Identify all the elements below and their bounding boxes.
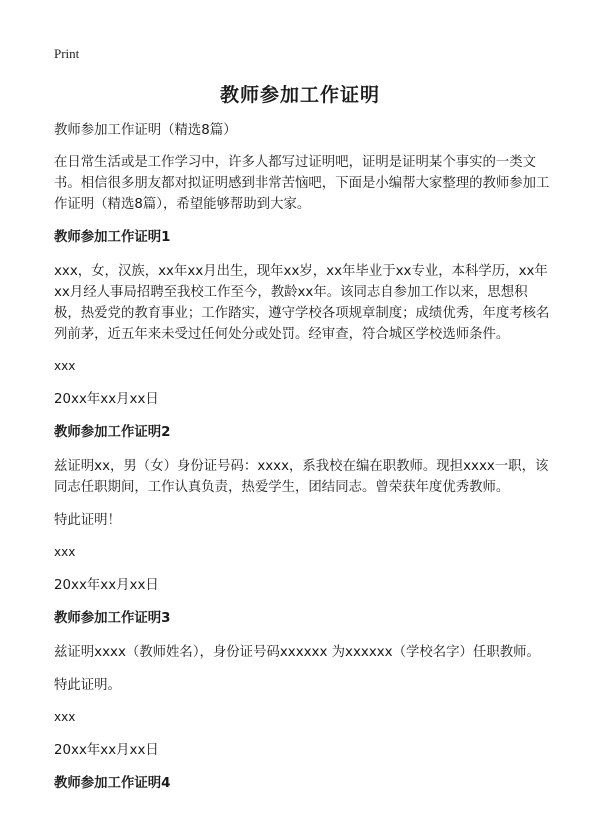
date-line: 20xx年xx月xx日: [54, 578, 159, 593]
section-heading: 教师参加工作证明4: [54, 776, 171, 791]
closing-line: 特此证明！: [54, 513, 121, 528]
date-line: 20xx年xx月xx日: [54, 392, 159, 407]
section-body: 兹证明xxxx（教师姓名），身份证号码xxxxxx 为xxxxxx（学校名字）任职教师。: [54, 645, 540, 660]
document-content: [54, 120, 550, 807]
signature: xxx: [54, 545, 76, 559]
section-heading: 教师参加工作证明2: [54, 425, 171, 440]
date-line: 20xx年xx月xx日: [54, 743, 159, 758]
signature: xxx: [54, 710, 76, 724]
section-heading: 教师参加工作证明1: [54, 230, 171, 245]
page-title: 教师参加工作证明: [219, 84, 380, 106]
section-heading: 教师参加工作证明3: [54, 611, 171, 626]
print-link[interactable]: Print: [54, 46, 80, 61]
closing-line: 特此证明。: [54, 678, 121, 693]
document-subtitle: 教师参加工作证明（精选8篇）: [54, 123, 237, 138]
section-body: xxx，女，汉族，xx年xx月出生，现年xx岁，xx年毕业于xx专业，本科学历，xx年xx月经人事局招聘至我校工作至今，教龄xx年。该同志自参加工作以来，思想积极，热爱党的教育事业；工作踏实，遵守学校各项规章制度；成绩优秀，年度考核名列前茅，近五年来未受过任何处分或处罚。经审查，符合城区学校选师条件。: [54, 264, 550, 342]
section-body: 兹证明xx，男（女）身份证号码：xxxx，系我校在编在职教师。现担xxxx一职，该同志任职期间，工作认真负责，热爱学生，团结同志。曾荣获年度优秀教师。: [54, 459, 549, 495]
signature: xxx: [54, 359, 76, 373]
intro-paragraph: 在日常生活或是工作学习中，许多人都写过证明吧，证明是证明某个事实的一类文书。相信很多朋友都对拟证明感到非常苦恼吧，下面是小编帮大家整理的教师参加工作证明（精选8篇），希望能够帮助到大家。: [54, 155, 550, 212]
